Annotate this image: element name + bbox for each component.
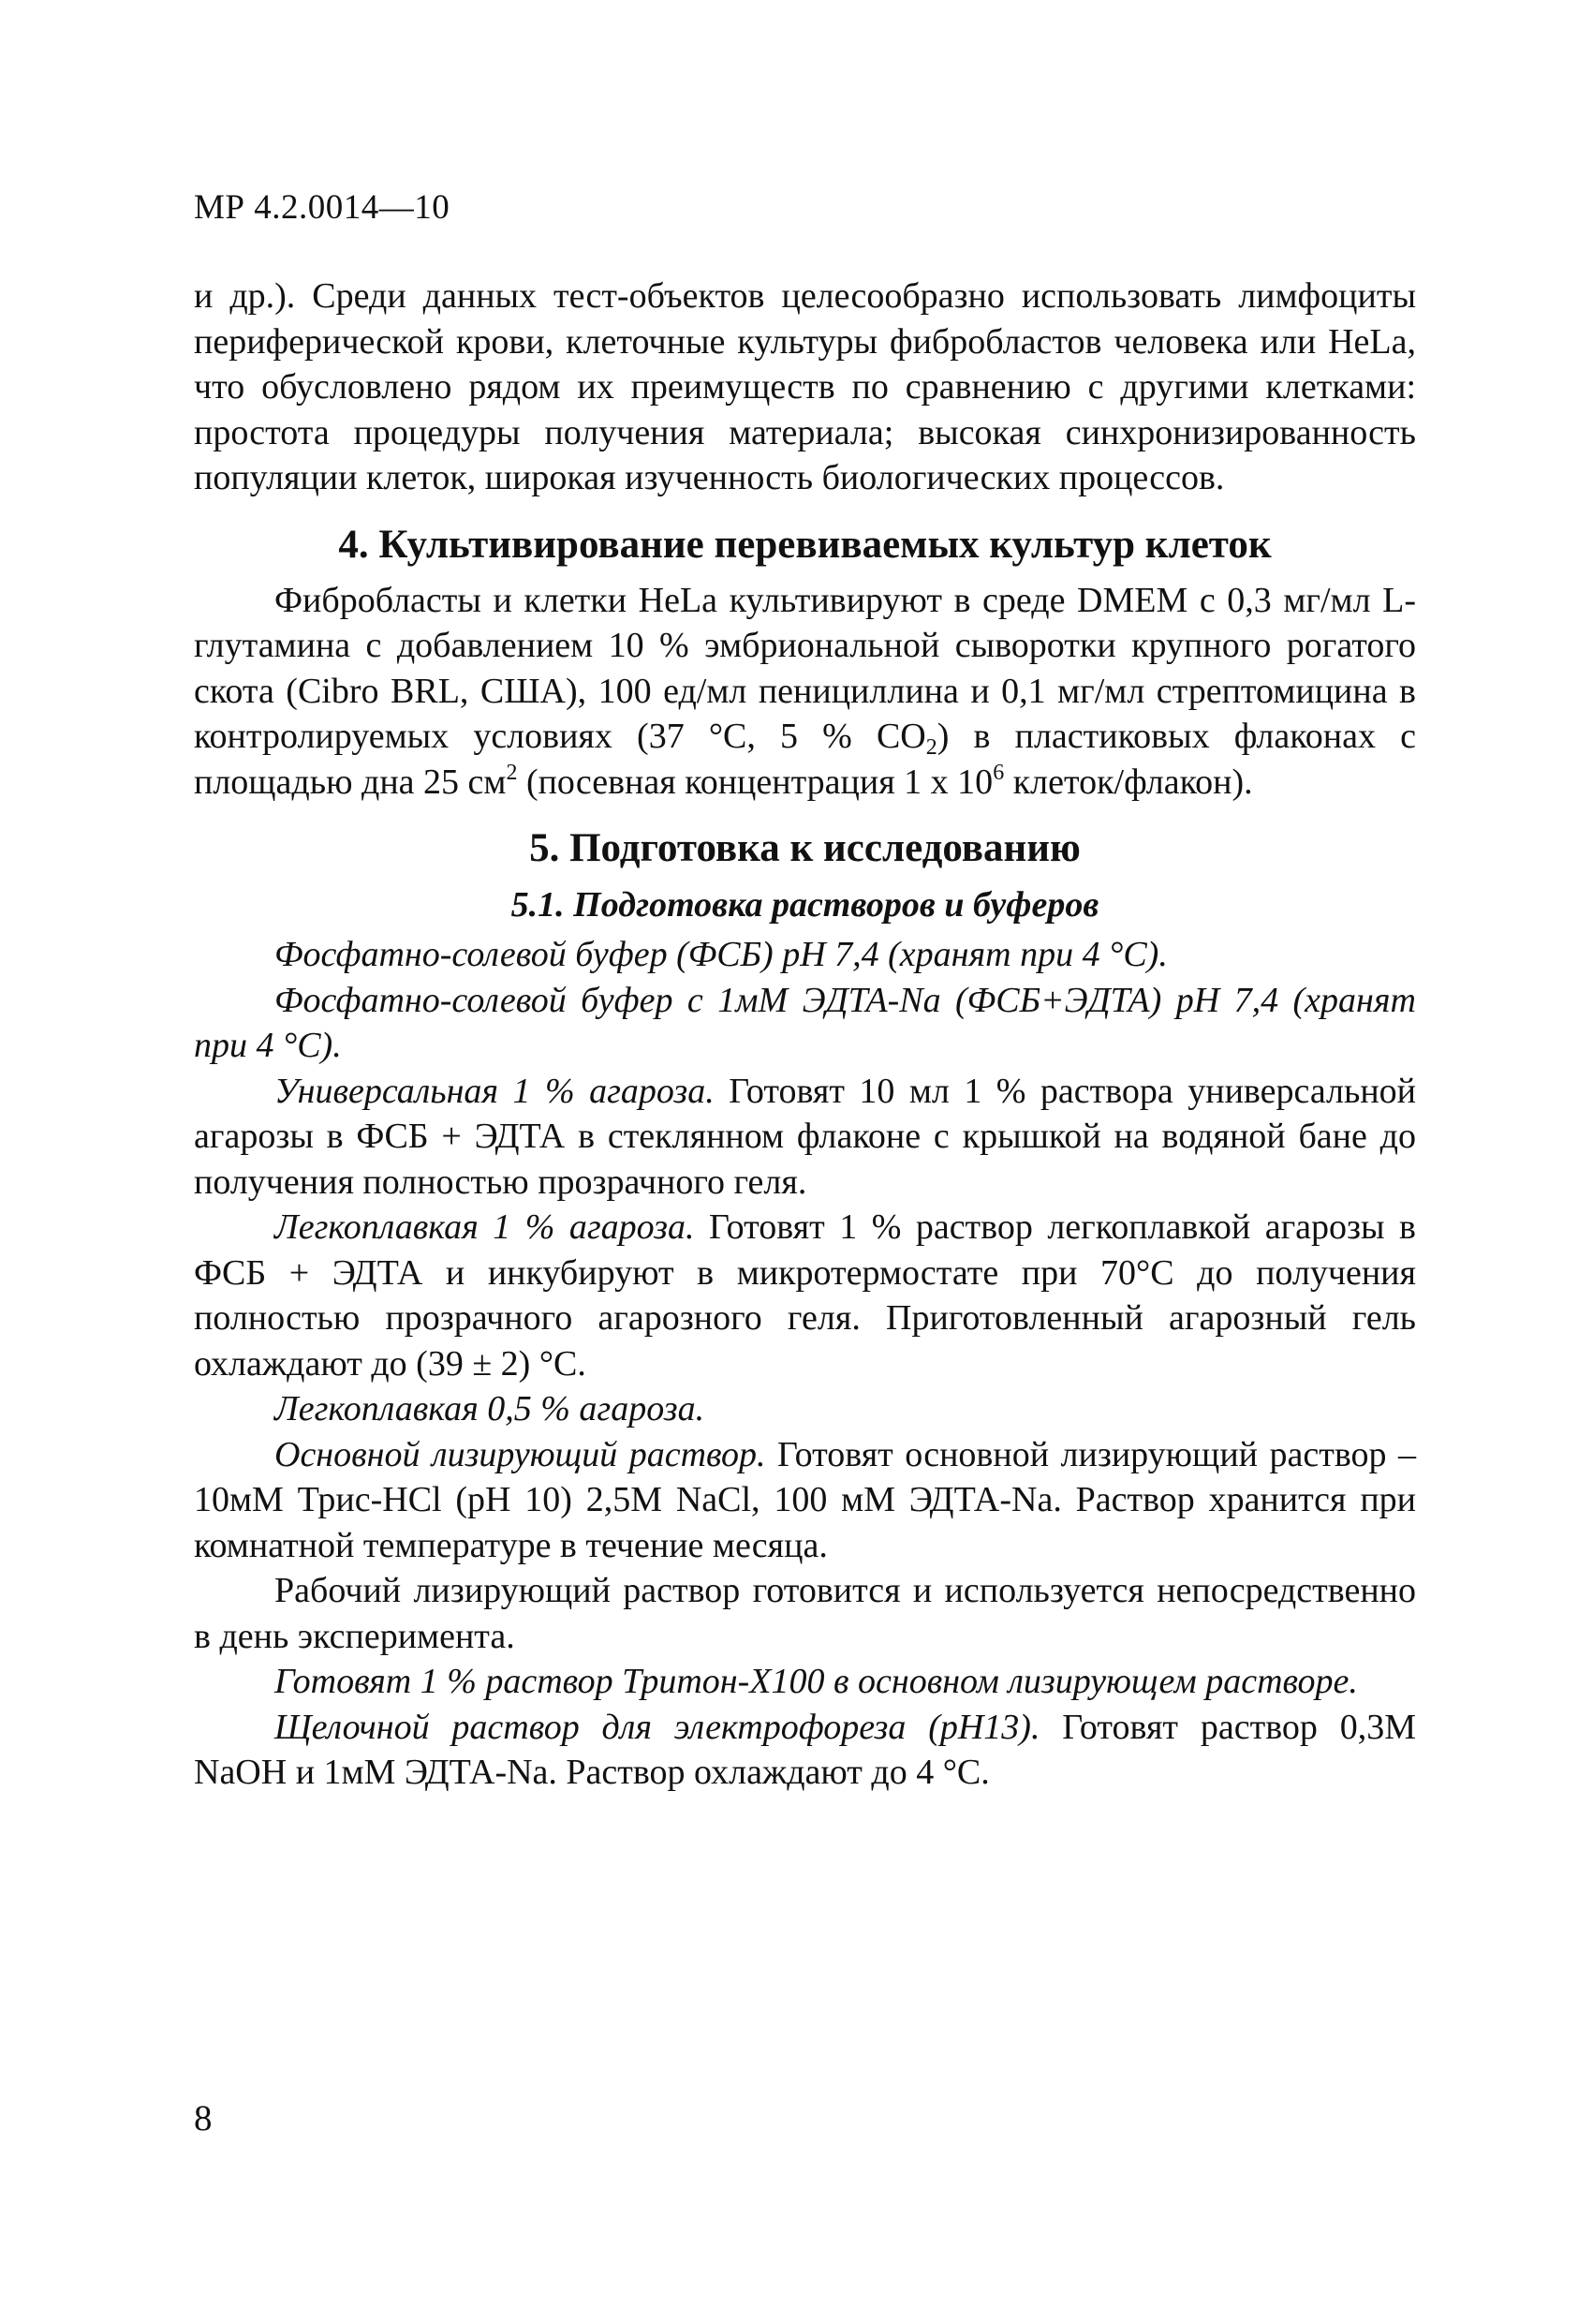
term-italic: Легкоплавкая 1 % агароза. [274, 1207, 695, 1247]
page-number: 8 [194, 2098, 213, 2139]
term-italic: Основной лизирующий раствор. [274, 1434, 766, 1474]
text-fragment: Готовят раствор 0,3М NaOH и 1мМ ЭДТА-Na. Раствор охлаждают до 4 °С. [194, 1707, 1416, 1792]
paragraph-low-melt-agarose [194, 1205, 1416, 1386]
paragraph-test-objects: и др.). Среди данных тест-объектов целесообразно использовать лимфоциты периферической крови, клеточные культуры фибробластов человека или HeLa, что обусловлено рядом их преимуществ по сравнению с другими клетками: простота процедуры получения материала; высокая синхронизированность популяции клеток, широкая изученность биологических процессов. [194, 276, 1416, 497]
document-code-header: МР 4.2.0014—10 [194, 188, 450, 227]
section-heading-4: 4. Культивирование перевиваемых культур клеток [338, 522, 1272, 567]
subscript: 2 [925, 735, 937, 760]
paragraph-lysis-solution [194, 1432, 1416, 1569]
paragraph-pbs-edta-buffer: Фосфатно-солевой буфер с 1мМ ЭДТА-Na (ФСБ+ЭДТА) pH 7,4 (хранят при 4 °С). [194, 980, 1416, 1065]
text-fragment: ) в пластиковых флаконах с площадью дна 25 см [194, 717, 1416, 802]
paragraph-cultivation [194, 578, 1416, 806]
paragraph-alkaline-solution [194, 1705, 1416, 1796]
term-italic: Щелочной раствор для электрофореза (pH13). [274, 1707, 1040, 1747]
text-fragment: Фибробласты и клетки HeLa культивируют в среде DMEM с 0,3 мг/мл L-глутамина с добавлением 10 % эмбриональной сыворотки крупного рогатого скота (Cibro BRL, США), 100 ед/мл пенициллина и 0,1 мг/мл стрептомицина в контролируемых условиях (37 °С, 5 % СО [194, 580, 1416, 756]
paragraph-pbs-buffer: Фосфатно-солевой буфер (ФСБ) pH 7,4 (хранят при 4 °С). [274, 935, 1168, 974]
text-fragment: Готовят 1 % раствор легкоплавкой агарозы в ФСБ + ЭДТА и инкубируют в микротермостате при 70°С до получения полностью прозрачного агарозного геля. Приготовленный агарозный гель охлаждают до (39 ± 2) °С. [194, 1207, 1416, 1384]
page-body [194, 274, 1416, 1796]
text-fragment: (посевная концентрация 1 х 10 [517, 762, 994, 802]
superscript: 2 [506, 760, 518, 785]
text-fragment: клеток/флакон). [1004, 762, 1253, 802]
section-heading-5: 5. Подготовка к исследованию [529, 826, 1081, 870]
subsection-heading-5-1: 5.1. Подготовка растворов и буферов [510, 885, 1099, 925]
paragraph-triton: Готовят 1 % раствор Тритон-Х100 в основном лизирующем растворе. [274, 1662, 1358, 1701]
paragraph-working-lysis: Рабочий лизирующий раствор готовится и используется непосредственно в день эксперимента. [194, 1571, 1416, 1656]
paragraph-low-melt-agarose-05: Легкоплавкая 0,5 % агароза. [274, 1389, 705, 1428]
superscript: 6 [993, 760, 1005, 785]
text-fragment: Готовят основной лизирующий раствор – 10мМ Трис-HCl (pH 10) 2,5М NaCl, 100 мМ ЭДТА-Na. Раствор хранится при комнатной температуре в течение месяца. [194, 1434, 1416, 1565]
term-italic: Универсальная 1 % агароза. [274, 1071, 715, 1111]
paragraph-universal-agarose [194, 1069, 1416, 1206]
text-fragment: Готовят 10 мл 1 % раствора универсальной агарозы в ФСБ + ЭДТА в стеклянном флаконе с крышкой на водяной бане до получения полностью прозрачного геля. [194, 1071, 1416, 1202]
